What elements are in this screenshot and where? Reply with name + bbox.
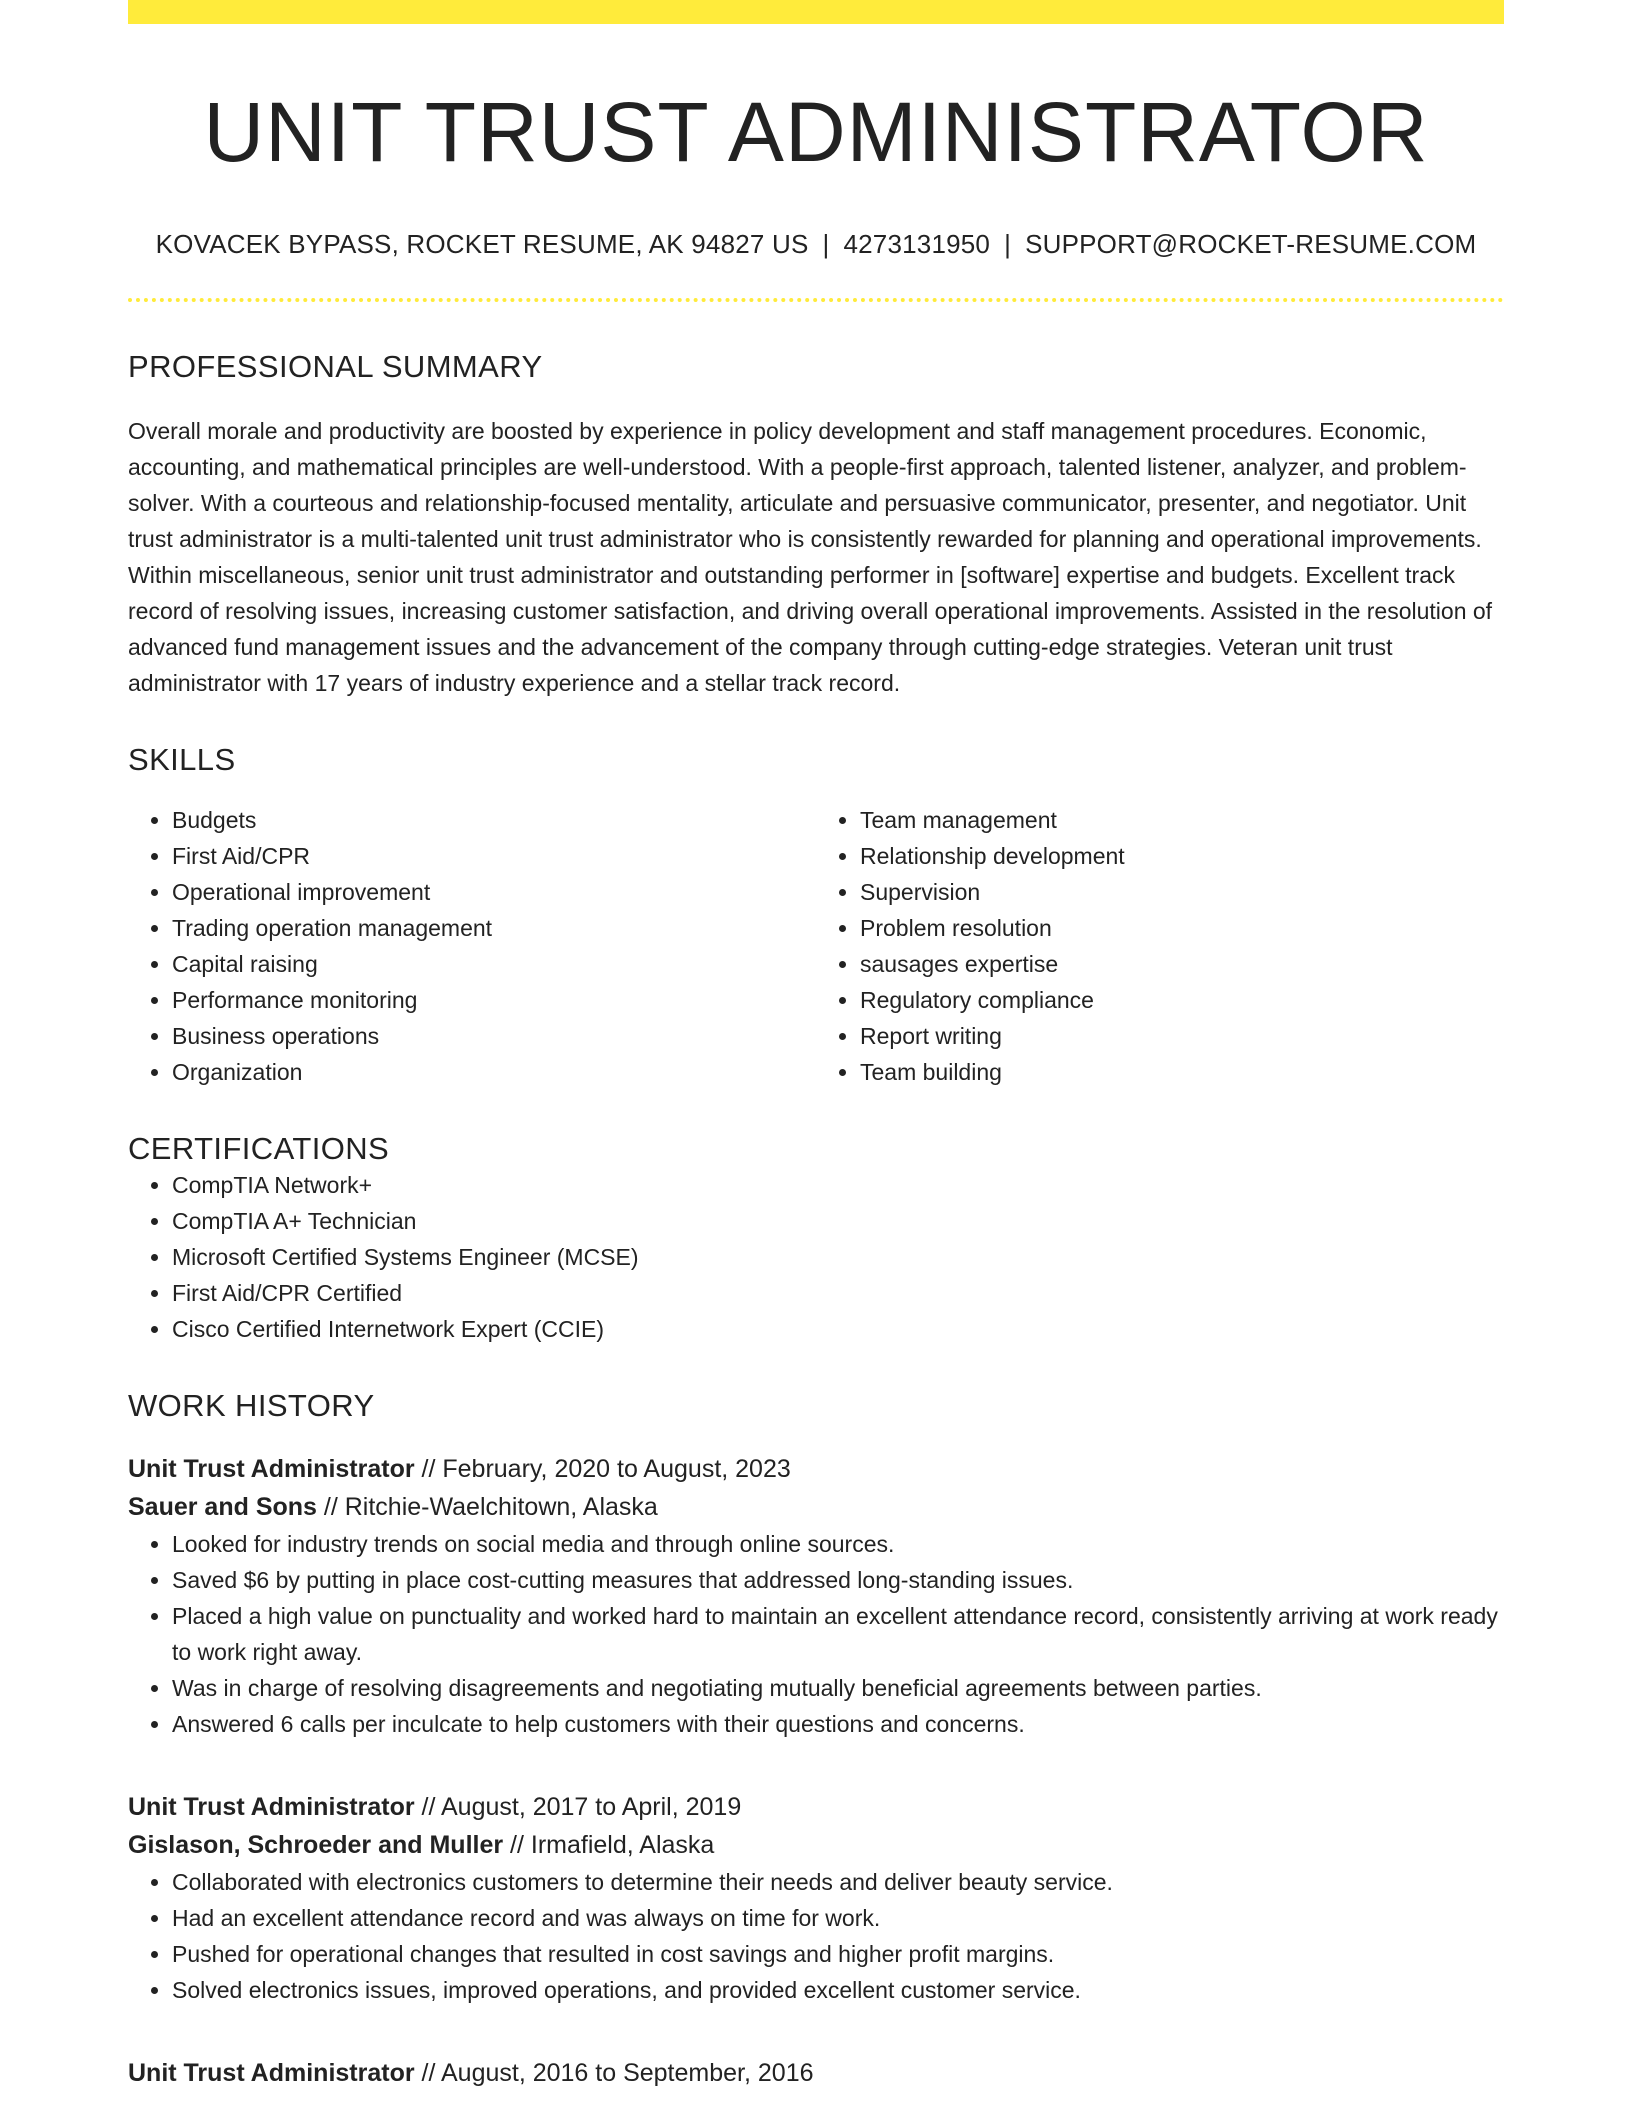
list-item: • Cisco Certified Internetwork Expert (CCIE)	[172, 1311, 1504, 1347]
skills-grid	[128, 802, 1504, 1090]
list-item: • Relationship development	[860, 838, 1504, 874]
job-dates: // August, 2017 to April, 2019	[414, 1793, 742, 1822]
phone: 4273131950	[843, 228, 991, 259]
list-item: • Budgets	[172, 802, 816, 838]
certifications-heading: CERTIFICATIONS	[128, 1130, 390, 1166]
list-item: • Team management	[860, 802, 1504, 838]
job-duties-list	[128, 1864, 1504, 2008]
list-item: • Pushed for operational changes that resulted in cost savings and higher profit margins.	[172, 1936, 1504, 1972]
list-item: • Problem resolution	[860, 910, 1504, 946]
separator: |	[1004, 228, 1012, 259]
list-item: • Performance monitoring	[172, 982, 816, 1018]
resume-title: UNIT TRUST ADMINISTRATOR	[203, 85, 1429, 179]
skills-column-left	[128, 802, 816, 1090]
job-role: Unit Trust Administrator	[128, 1455, 415, 1484]
list-item: • Team building	[860, 1054, 1504, 1090]
list-item: • Microsoft Certified Systems Engineer (MCSE)	[172, 1239, 1504, 1275]
list-item: • Report writing	[860, 1018, 1504, 1054]
list-item: • Capital raising	[172, 946, 816, 982]
job-role: Unit Trust Administrator	[128, 2059, 415, 2088]
list-item: • Solved electronics issues, improved operations, and provided excellent customer service.	[172, 1972, 1504, 2008]
skills-list-left	[128, 802, 816, 1090]
job-role-line	[128, 1450, 1504, 1488]
list-item: • Trading operation management	[172, 910, 816, 946]
job-role: Unit Trust Administrator	[128, 1793, 415, 1822]
job-company-line	[128, 1826, 1504, 1864]
job-location: // Ritchie-Waelchitown, Alaska	[316, 1493, 658, 1522]
list-item: • Answered 6 calls per inculcate to help customers with their questions and concerns.	[172, 1706, 1504, 1742]
work-history-heading: WORK HISTORY	[128, 1388, 375, 1424]
job-entry	[128, 1788, 1504, 2008]
skills-heading: SKILLS	[128, 741, 236, 777]
work-history-list	[128, 1450, 1504, 2092]
list-item: • Saved $6 by putting in place cost-cutting measures that addressed long-standing issues.	[172, 1562, 1504, 1598]
list-item: • Business operations	[172, 1018, 816, 1054]
separator: |	[822, 228, 830, 259]
skills-list-right	[816, 802, 1504, 1090]
job-entry	[128, 2054, 1504, 2092]
resume-page	[128, 0, 1504, 2092]
job-duties-list	[128, 1526, 1504, 1742]
list-item: • Looked for industry trends on social media and through online sources.	[172, 1526, 1504, 1562]
skills-column-right	[816, 802, 1504, 1090]
job-dates: // August, 2016 to September, 2016	[414, 2059, 814, 2088]
summary-text: Overall morale and productivity are boosted by experience in policy development and staff management procedures. Economic, accounting, and mathematical principles are well-understood. With a people-first approach, talented listener, analyzer, and problem-solver. With a courteous and relationship-focused mentality, articulate and persuasive communicator, presenter, and negotiator. Unit trust administrator is a multi-talented unit trust administrator who is consistently rewarded for planning and operational improvements. Within miscellaneous, senior unit trust administrator and outstanding performer in [software] expertise and budgets. Excellent track record of resolving issues, increasing customer satisfaction, and driving overall operational improvements. Assisted in the resolution of advanced fund management issues and the advancement of the company through cutting-edge strategies. Veteran unit trust administrator with 17 years of industry experience and a stellar track record.	[128, 417, 1493, 696]
list-item: • CompTIA A+ Technician	[172, 1203, 1504, 1239]
list-item: • Had an excellent attendance record and was always on time for work.	[172, 1900, 1504, 1936]
email-link[interactable]: SUPPORT@ROCKET-RESUME.COM	[1025, 228, 1477, 259]
list-item: • First Aid/CPR	[172, 838, 816, 874]
certifications-list	[128, 1167, 1504, 1347]
list-item: • Supervision	[860, 874, 1504, 910]
list-item: • sausages expertise	[860, 946, 1504, 982]
job-company: Sauer and Sons	[128, 1493, 317, 1522]
list-item: • Operational improvement	[172, 874, 816, 910]
list-item: • First Aid/CPR Certified	[172, 1275, 1504, 1311]
contact-line	[128, 229, 1504, 260]
list-item: • Organization	[172, 1054, 816, 1090]
job-company-line	[128, 1488, 1504, 1526]
job-company: Gislason, Schroeder and Muller	[128, 1831, 504, 1860]
list-item: • Was in charge of resolving disagreements and negotiating mutually beneficial agreements between parties.	[172, 1670, 1504, 1706]
job-location: // Irmafield, Alaska	[503, 1831, 715, 1860]
dotted-divider	[128, 298, 1504, 302]
list-item: • Regulatory compliance	[860, 982, 1504, 1018]
job-role-line	[128, 2054, 1504, 2092]
summary-heading: PROFESSIONAL SUMMARY	[128, 348, 543, 384]
address: KOVACEK BYPASS, ROCKET RESUME, AK 94827 US	[155, 228, 809, 259]
job-dates: // February, 2020 to August, 2023	[414, 1455, 791, 1484]
accent-bar	[128, 0, 1504, 24]
job-entry	[128, 1450, 1504, 1742]
list-item: • Placed a high value on punctuality and worked hard to maintain an excellent attendance record, consistently arriving at work ready to work right away.	[172, 1598, 1504, 1670]
list-item: • CompTIA Network+	[172, 1167, 1504, 1203]
job-role-line	[128, 1788, 1504, 1826]
list-item: • Collaborated with electronics customers to determine their needs and deliver beauty service.	[172, 1864, 1504, 1900]
